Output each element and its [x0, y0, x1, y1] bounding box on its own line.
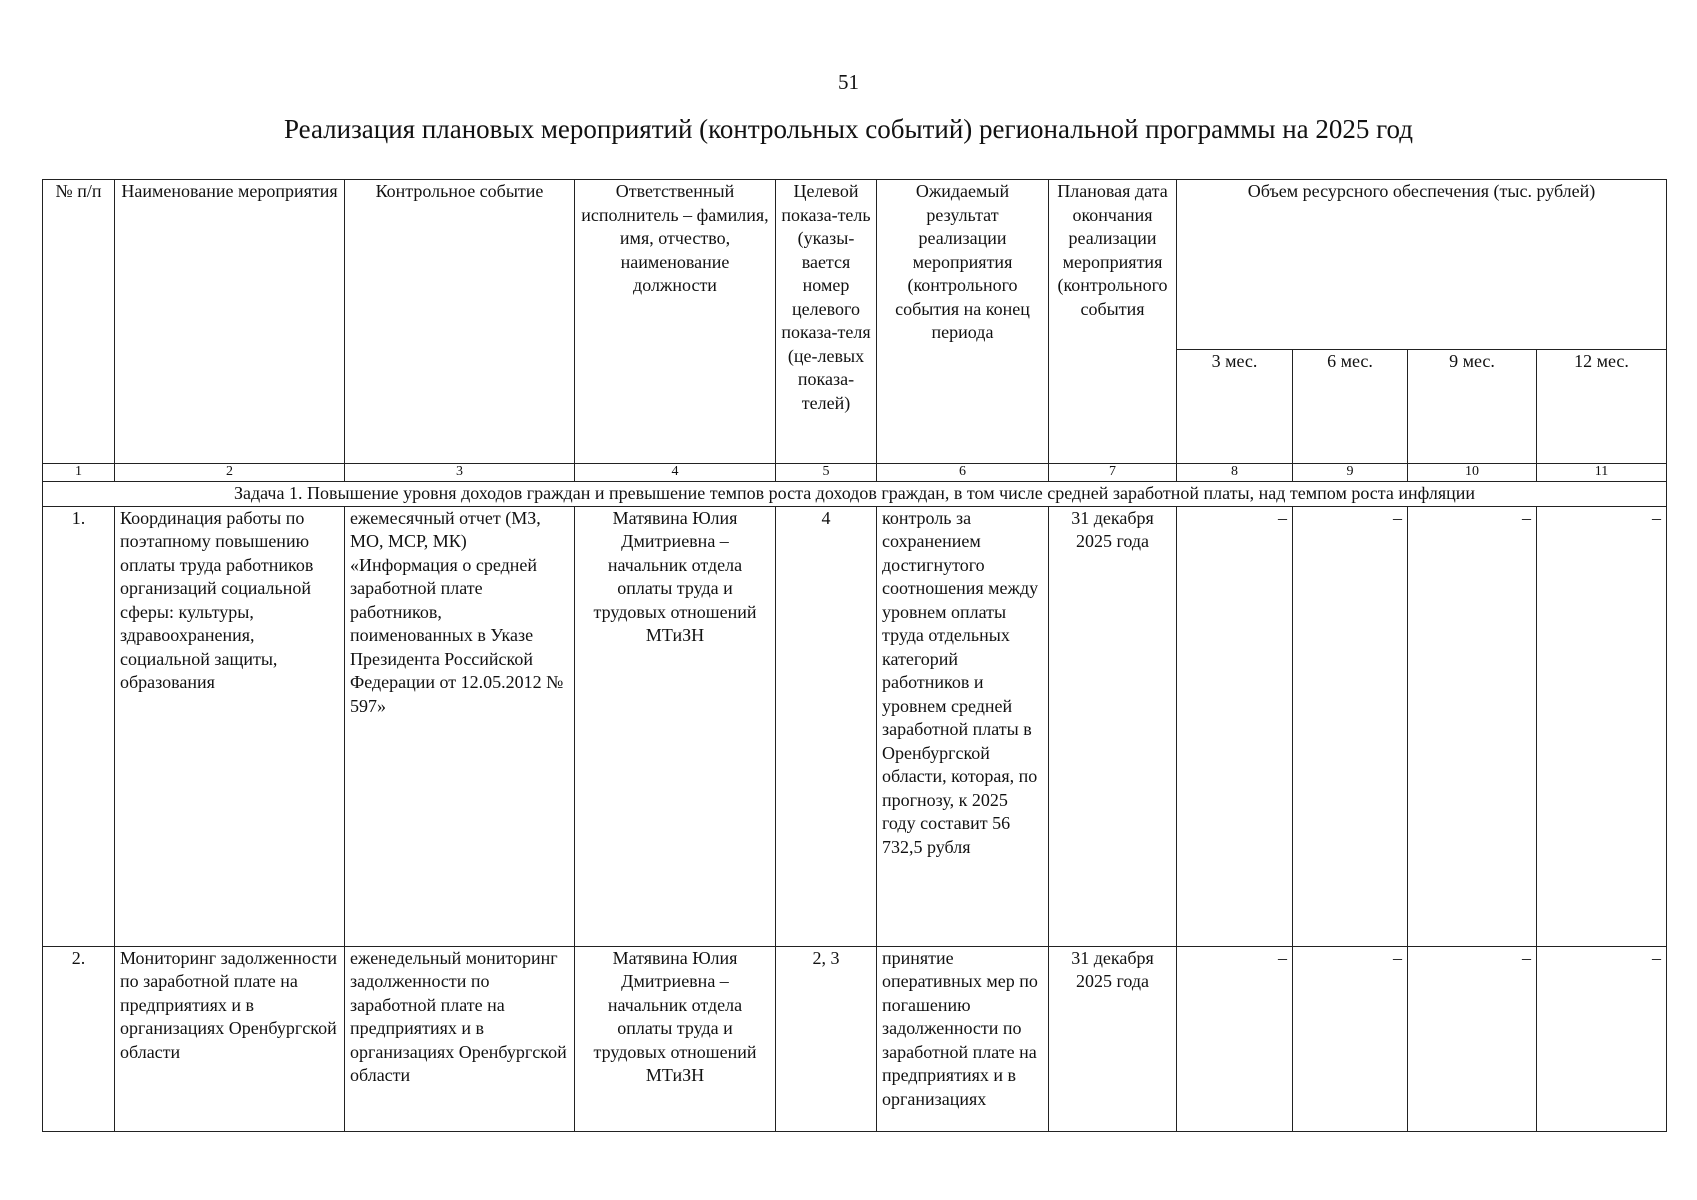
document-title: Реализация плановых мероприятий (контрольных событий) региональной программы на 2025 год — [283, 114, 1414, 144]
header-col-result: Ожидаемый результат реализации мероприятия (контрольного события на конец периода — [877, 180, 1049, 464]
row-month-3: – — [1177, 506, 1293, 946]
row-number: 2. — [43, 946, 115, 1131]
row-executor: Матявина Юлия Дмитриевна – начальник отдела оплаты труда и трудовых отношений МТиЗН — [575, 506, 776, 946]
column-number: 6 — [877, 464, 1049, 482]
header-month-6: 6 мес. — [1293, 350, 1408, 464]
row-event: ежемесячный отчет (МЗ, МО, МСР, МК) «Информация о средней заработной плате работников, поименованных в Указе Президента Российской Федерации от 12.05.2012 № 597» — [345, 506, 575, 946]
column-number: 11 — [1537, 464, 1667, 482]
events-table — [42, 179, 1667, 1132]
column-number: 4 — [575, 464, 776, 482]
row-indicator: 4 — [776, 506, 877, 946]
row-month-12: – — [1537, 946, 1667, 1131]
row-month-3: – — [1177, 946, 1293, 1131]
column-number-row — [43, 464, 1667, 482]
row-date: 31 декабря 2025 года — [1049, 506, 1177, 946]
header-month-9: 9 мес. — [1408, 350, 1537, 464]
column-number: 7 — [1049, 464, 1177, 482]
table-row — [43, 946, 1667, 1131]
row-number: 1. — [43, 506, 115, 946]
table-row — [43, 506, 1667, 946]
row-name: Координация работы по поэтапному повышению оплаты труда работников организаций социальной сферы: культуры, здравоохранения, социальной защиты, образования — [115, 506, 345, 946]
column-number: 9 — [1293, 464, 1408, 482]
row-result: контроль за сохранением достигнутого соотношения между уровнем оплаты труда отдельных категорий работников и уровнем средней заработной платы в Оренбургской области, которая, по прогнозу, к 2025 году составит 56 732,5 рубля — [877, 506, 1049, 946]
row-event: еженедельный мониторинг задолженности по заработной плате на предприятиях и в организациях Оренбургской области — [345, 946, 575, 1131]
header-col-date: Плановая дата окончания реализации мероприятия (контрольного события — [1049, 180, 1177, 464]
header-resources: Объем ресурсного обеспечения (тыс. рублей) — [1177, 180, 1667, 350]
row-month-6: – — [1293, 506, 1408, 946]
header-col-event: Контрольное событие — [345, 180, 575, 464]
row-month-12: – — [1537, 506, 1667, 946]
task-heading: Задача 1. Повышение уровня доходов граждан и превышение темпов роста доходов граждан, в том числе средней заработной платы, над темпом роста инфляции — [43, 482, 1667, 507]
header-row-top — [43, 180, 1667, 350]
row-name: Мониторинг задолженности по заработной плате на предприятиях и в организациях Оренбургской области — [115, 946, 345, 1131]
header-month-3: 3 мес. — [1177, 350, 1293, 464]
header-col-name: Наименование мероприятия — [115, 180, 345, 464]
row-month-9: – — [1408, 506, 1537, 946]
header-col-indicator: Целевой показа-тель (указы-вается номер целевого показа-теля (це-левых показа-телей) — [776, 180, 877, 464]
row-date: 31 декабря 2025 года — [1049, 946, 1177, 1131]
row-result: принятие оперативных мер по погашению задолженности по заработной плате на предприятиях и в организациях — [877, 946, 1049, 1131]
column-number: 8 — [1177, 464, 1293, 482]
task-row — [43, 482, 1667, 507]
row-executor: Матявина Юлия Дмитриевна – начальник отдела оплаты труда и трудовых отношений МТиЗН — [575, 946, 776, 1131]
row-indicator: 2, 3 — [776, 946, 877, 1131]
column-number: 2 — [115, 464, 345, 482]
header-col-executor: Ответственный исполнитель – фамилия, имя, отчество, наименование должности — [575, 180, 776, 464]
column-number: 1 — [43, 464, 115, 482]
column-number: 5 — [776, 464, 877, 482]
header-col-number: № п/п — [43, 180, 115, 464]
row-month-6: – — [1293, 946, 1408, 1131]
header-month-12: 12 мес. — [1537, 350, 1667, 464]
row-month-9: – — [1408, 946, 1537, 1131]
column-number: 3 — [345, 464, 575, 482]
page-number: 51 — [838, 70, 859, 94]
column-number: 10 — [1408, 464, 1537, 482]
